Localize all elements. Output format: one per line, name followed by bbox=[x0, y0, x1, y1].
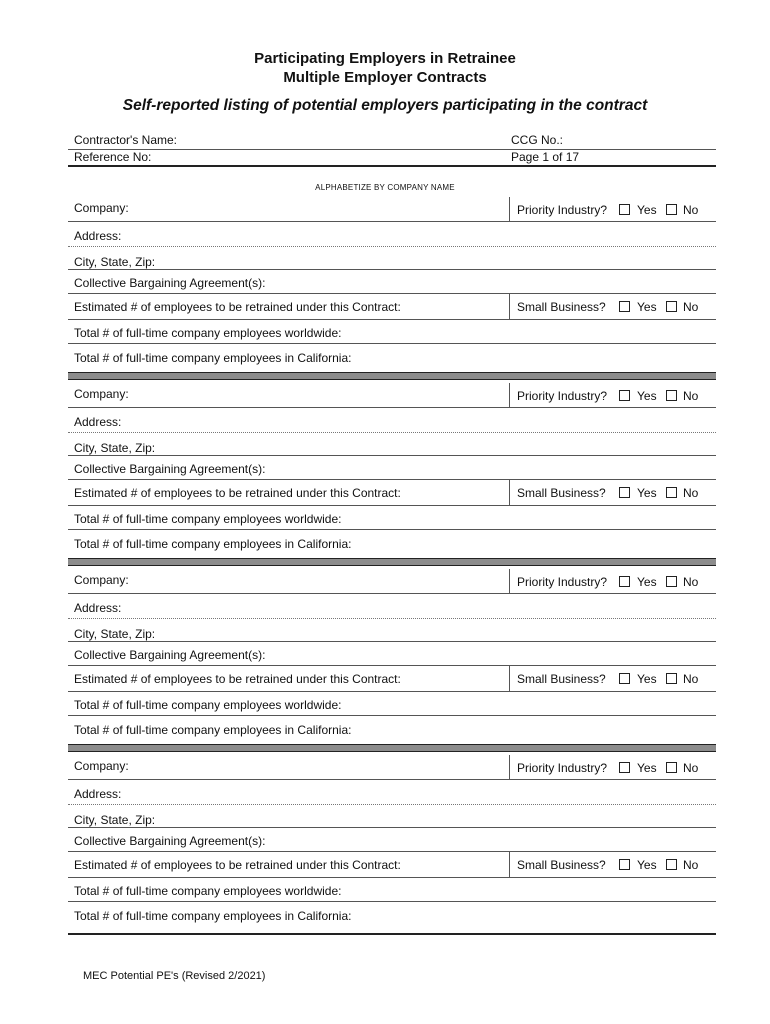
divider-line bbox=[68, 529, 716, 530]
divider-line bbox=[68, 149, 716, 150]
small-business-yes-label: Yes bbox=[637, 300, 657, 314]
form-title-line-2: Multiple Employer Contracts bbox=[283, 69, 487, 86]
total-worldwide-label: Total # of full-time company employees worldwide: bbox=[74, 698, 342, 712]
divider-line bbox=[68, 851, 716, 852]
divider-line bbox=[68, 269, 716, 270]
cba-label: Collective Bargaining Agreement(s): bbox=[74, 648, 266, 662]
small-business-yes-label: Yes bbox=[637, 858, 657, 872]
priority-industry-no-label: No bbox=[683, 761, 699, 775]
cba-label: Collective Bargaining Agreement(s): bbox=[74, 276, 266, 290]
small-business-no-checkbox[interactable] bbox=[666, 487, 677, 498]
priority-industry-no-label: No bbox=[683, 575, 699, 589]
total-worldwide-label: Total # of full-time company employees worldwide: bbox=[74, 512, 342, 526]
priority-industry-no-label: No bbox=[683, 389, 699, 403]
city-state-zip-label: City, State, Zip: bbox=[74, 813, 156, 827]
divider-line bbox=[68, 479, 716, 480]
small-business-label: Small Business? bbox=[517, 858, 606, 872]
divider-line bbox=[68, 455, 716, 456]
priority-industry-no-checkbox[interactable] bbox=[666, 390, 677, 401]
priority-industry-yes-checkbox[interactable] bbox=[619, 576, 630, 587]
divider-line bbox=[68, 779, 716, 780]
reference-no-label: Reference No: bbox=[74, 150, 152, 164]
estimated-employees-label: Estimated # of employees to be retrained under this Contract: bbox=[74, 486, 401, 500]
priority-industry-no-checkbox[interactable] bbox=[666, 576, 677, 587]
company-label: Company: bbox=[74, 759, 129, 773]
priority-industry-no-checkbox[interactable] bbox=[666, 204, 677, 215]
small-business-no-label: No bbox=[683, 300, 699, 314]
total-california-label: Total # of full-time company employees in California: bbox=[74, 909, 352, 923]
column-divider bbox=[509, 755, 510, 779]
estimated-employees-label: Estimated # of employees to be retrained under this Contract: bbox=[74, 858, 401, 872]
form-title-line-1: Participating Employers in Retrainee bbox=[254, 50, 516, 67]
small-business-no-label: No bbox=[683, 672, 699, 686]
page-number: Page 1 of 17 bbox=[511, 150, 580, 164]
divider-line bbox=[68, 901, 716, 902]
small-business-yes-checkbox[interactable] bbox=[619, 673, 630, 684]
divider-line bbox=[68, 641, 716, 642]
priority-industry-yes-label: Yes bbox=[637, 575, 657, 589]
divider-line bbox=[68, 407, 716, 408]
small-business-no-label: No bbox=[683, 858, 699, 872]
priority-industry-no-label: No bbox=[683, 203, 699, 217]
company-label: Company: bbox=[74, 387, 129, 401]
city-state-zip-label: City, State, Zip: bbox=[74, 441, 156, 455]
cba-label: Collective Bargaining Agreement(s): bbox=[74, 834, 266, 848]
column-divider bbox=[509, 665, 510, 691]
divider-line bbox=[68, 618, 716, 619]
estimated-employees-label: Estimated # of employees to be retrained under this Contract: bbox=[74, 300, 401, 314]
divider-line bbox=[68, 165, 716, 167]
column-divider bbox=[509, 569, 510, 593]
estimated-employees-label: Estimated # of employees to be retrained under this Contract: bbox=[74, 672, 401, 686]
divider-line bbox=[68, 293, 716, 294]
block-separator-bar bbox=[68, 744, 716, 752]
column-divider bbox=[509, 383, 510, 407]
form-subtitle: Self-reported listing of potential employers participating in the contract bbox=[122, 97, 648, 114]
small-business-yes-checkbox[interactable] bbox=[619, 859, 630, 870]
priority-industry-label: Priority Industry? bbox=[517, 389, 608, 403]
divider-line bbox=[68, 933, 716, 935]
small-business-yes-label: Yes bbox=[637, 486, 657, 500]
priority-industry-label: Priority Industry? bbox=[517, 575, 608, 589]
small-business-yes-label: Yes bbox=[637, 672, 657, 686]
small-business-no-label: No bbox=[683, 486, 699, 500]
divider-line bbox=[68, 593, 716, 594]
column-divider bbox=[509, 851, 510, 877]
divider-line bbox=[68, 691, 716, 692]
column-divider bbox=[509, 293, 510, 319]
total-california-label: Total # of full-time company employees in California: bbox=[74, 351, 352, 365]
column-divider bbox=[509, 479, 510, 505]
priority-industry-yes-checkbox[interactable] bbox=[619, 204, 630, 215]
total-california-label: Total # of full-time company employees in California: bbox=[74, 537, 352, 551]
address-label: Address: bbox=[74, 229, 122, 243]
ccg-no-label: CCG No.: bbox=[511, 133, 564, 147]
address-label: Address: bbox=[74, 601, 122, 615]
divider-line bbox=[68, 505, 716, 506]
small-business-yes-checkbox[interactable] bbox=[619, 487, 630, 498]
contractor-name-label: Contractor's Name: bbox=[74, 133, 177, 147]
city-state-zip-label: City, State, Zip: bbox=[74, 627, 156, 641]
small-business-label: Small Business? bbox=[517, 486, 606, 500]
small-business-yes-checkbox[interactable] bbox=[619, 301, 630, 312]
divider-line bbox=[68, 432, 716, 433]
small-business-no-checkbox[interactable] bbox=[666, 673, 677, 684]
divider-line bbox=[68, 665, 716, 666]
priority-industry-yes-label: Yes bbox=[637, 203, 657, 217]
priority-industry-yes-label: Yes bbox=[637, 761, 657, 775]
address-label: Address: bbox=[74, 415, 122, 429]
company-label: Company: bbox=[74, 201, 129, 215]
small-business-label: Small Business? bbox=[517, 672, 606, 686]
block-separator-bar bbox=[68, 372, 716, 380]
divider-line bbox=[68, 877, 716, 878]
alphabetize-instruction: ALPHABETIZE BY COMPANY NAME bbox=[315, 183, 455, 192]
priority-industry-yes-checkbox[interactable] bbox=[619, 390, 630, 401]
priority-industry-yes-checkbox[interactable] bbox=[619, 762, 630, 773]
priority-industry-yes-label: Yes bbox=[637, 389, 657, 403]
small-business-label: Small Business? bbox=[517, 300, 606, 314]
cba-label: Collective Bargaining Agreement(s): bbox=[74, 462, 266, 476]
divider-line bbox=[68, 221, 716, 222]
priority-industry-label: Priority Industry? bbox=[517, 203, 608, 217]
block-separator-bar bbox=[68, 558, 716, 566]
divider-line bbox=[68, 246, 716, 247]
total-worldwide-label: Total # of full-time company employees worldwide: bbox=[74, 326, 342, 340]
divider-line bbox=[68, 804, 716, 805]
divider-line bbox=[68, 715, 716, 716]
address-label: Address: bbox=[74, 787, 122, 801]
priority-industry-label: Priority Industry? bbox=[517, 761, 608, 775]
priority-industry-no-checkbox[interactable] bbox=[666, 762, 677, 773]
divider-line bbox=[68, 343, 716, 344]
divider-line bbox=[68, 319, 716, 320]
form-footer: MEC Potential PE's (Revised 2/2021) bbox=[83, 970, 266, 982]
total-worldwide-label: Total # of full-time company employees worldwide: bbox=[74, 884, 342, 898]
small-business-no-checkbox[interactable] bbox=[666, 301, 677, 312]
divider-line bbox=[68, 827, 716, 828]
total-california-label: Total # of full-time company employees in California: bbox=[74, 723, 352, 737]
city-state-zip-label: City, State, Zip: bbox=[74, 255, 156, 269]
company-label: Company: bbox=[74, 573, 129, 587]
column-divider bbox=[509, 197, 510, 221]
small-business-no-checkbox[interactable] bbox=[666, 859, 677, 870]
